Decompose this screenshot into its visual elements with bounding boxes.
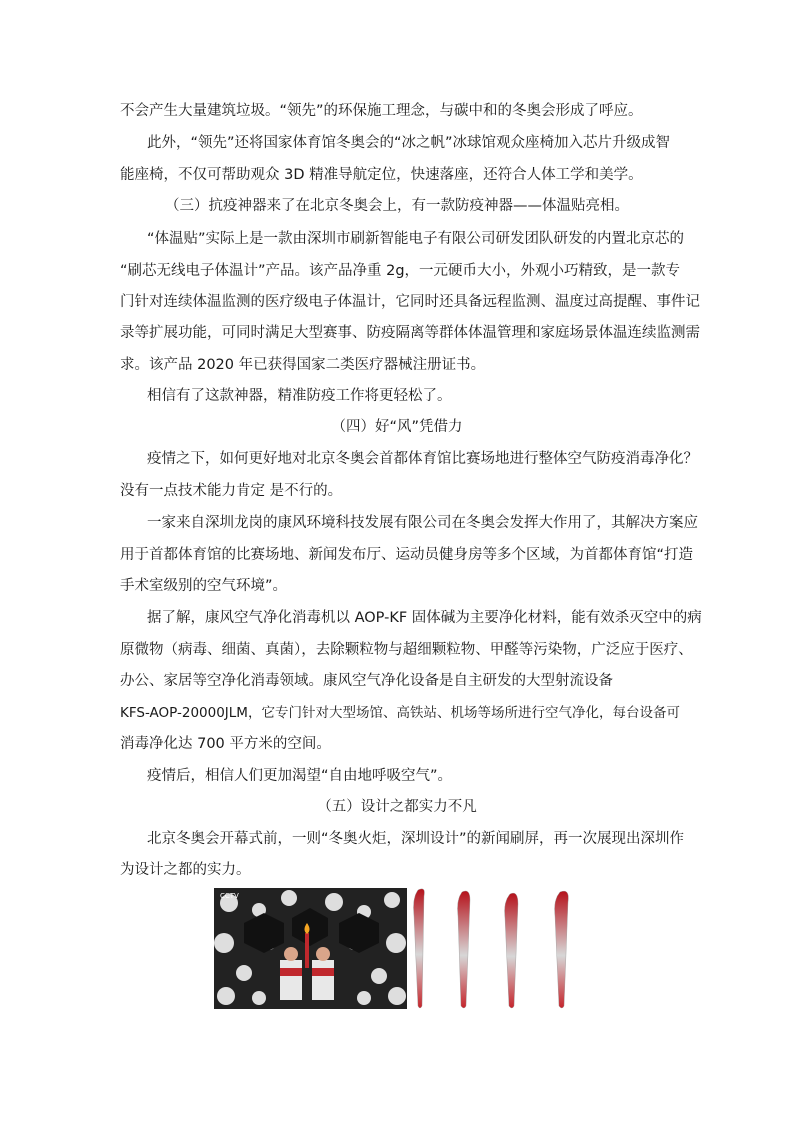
paragraph-line: 消毒净化达 700 平方米的空间。 (120, 736, 331, 752)
paragraph-line: 相信有了这款神器，精准防疫工作将更轻松了。 (147, 388, 452, 404)
torch-illustrations (410, 886, 590, 1012)
torch-4 (555, 891, 569, 1008)
paragraph-line: “刷芯无线电子体温计”产品。该产品净重 2g，一元硬币大小，外观小巧精致，是一款专 (120, 263, 681, 279)
paragraph-line: 没有一点技术能力肯定 是不行的。 (120, 483, 343, 499)
paragraph-line: 能座椅，不仅可帮助观众 3D 精准导航定位，快速落座，还符合人体工学和美学。 (120, 167, 643, 183)
paragraph-line: 录等扩展功能，可同时满足大型赛事、防疫隔离等群体体温管理和家庭场景体温连续监测需 (120, 325, 700, 341)
paragraph-line: 求。该产品 2020 年已获得国家二类医疗器械注册证书。 (120, 357, 486, 373)
section-heading: （五）设计之都实力不凡 (317, 799, 477, 815)
photo-watermark: CCTV (220, 892, 239, 900)
paragraph-line: 北京冬奥会开幕式前，一则“冬奥火炬，深圳设计”的新闻刷屏，再一次展现出深圳作 (147, 831, 685, 847)
paragraph-line: 原微物（病毒、细菌、真菌），去除颗粒物与超细颗粒物、甲醛等污染物，广泛应于医疗、 (120, 642, 693, 658)
paragraph-line: 一家来自深圳龙岗的康风环境科技发展有限公司在冬奥会发挥大作用了，其解决方案应 (147, 515, 698, 531)
section-heading: （四）好“风”凭借力 (331, 419, 463, 435)
paragraph-line: 用于首都体育馆的比赛场地、新闻发布厅、运动员健身房等多个区域，为首都体育馆“打造 (120, 547, 694, 563)
torch-3 (505, 893, 518, 1008)
paragraph-line: 疫情之下，如何更好地对北京冬奥会首都体育馆比赛场地进行整体空气防疫消毒净化？ (147, 451, 698, 467)
section-heading: （三）抗疫神器来了在北京冬奥会上，有一款防疫神器——体温贴亮相。 (165, 198, 629, 214)
paragraph-line: 此外，“领先”还将国家体育馆冬奥会的“冰之帆”冰球馆观众座椅加入芯片升级成智 (147, 135, 671, 151)
paragraph-line: KFS-AOP-20000JLM，它专门针对大型场馆、高铁站、机场等场所进行空气净化，每台设备可 (120, 705, 680, 721)
paragraph-line: 疫情后，相信人们更加渴望“自由地呼吸空气”。 (147, 768, 453, 784)
paragraph-line: “体温贴”实际上是一款由深圳市刷新智能电子有限公司研发团队研发的内置北京芯的 (147, 231, 685, 247)
paragraph-line: 门针对连续体温监测的医疗级电子体温计，它同时还具备远程监测、温度过高提醒、事件记 (120, 294, 700, 310)
paragraph-line: 据了解，康风空气净化消毒机以 AOP-KF 固体碱为主要净化材料，能有效杀灭空中的病 (147, 610, 702, 626)
torch-1 (414, 889, 425, 1008)
paragraph-line: 为设计之都的实力。 (120, 862, 251, 878)
torch-bearers-photo (214, 888, 407, 1009)
photo-illustration (214, 888, 407, 1009)
paragraph-line: 不会产生大量建筑垃圾。“领先”的环保施工理念，与碳中和的冬奥会形成了呼应。 (120, 103, 643, 119)
paragraph-line: 手术室级别的空气环境”。 (120, 578, 288, 594)
paragraph-line: 办公、家居等空净化消毒领域。康风空气净化设备是自主研发的大型射流设备 (120, 673, 613, 689)
torch-2 (458, 891, 471, 1008)
